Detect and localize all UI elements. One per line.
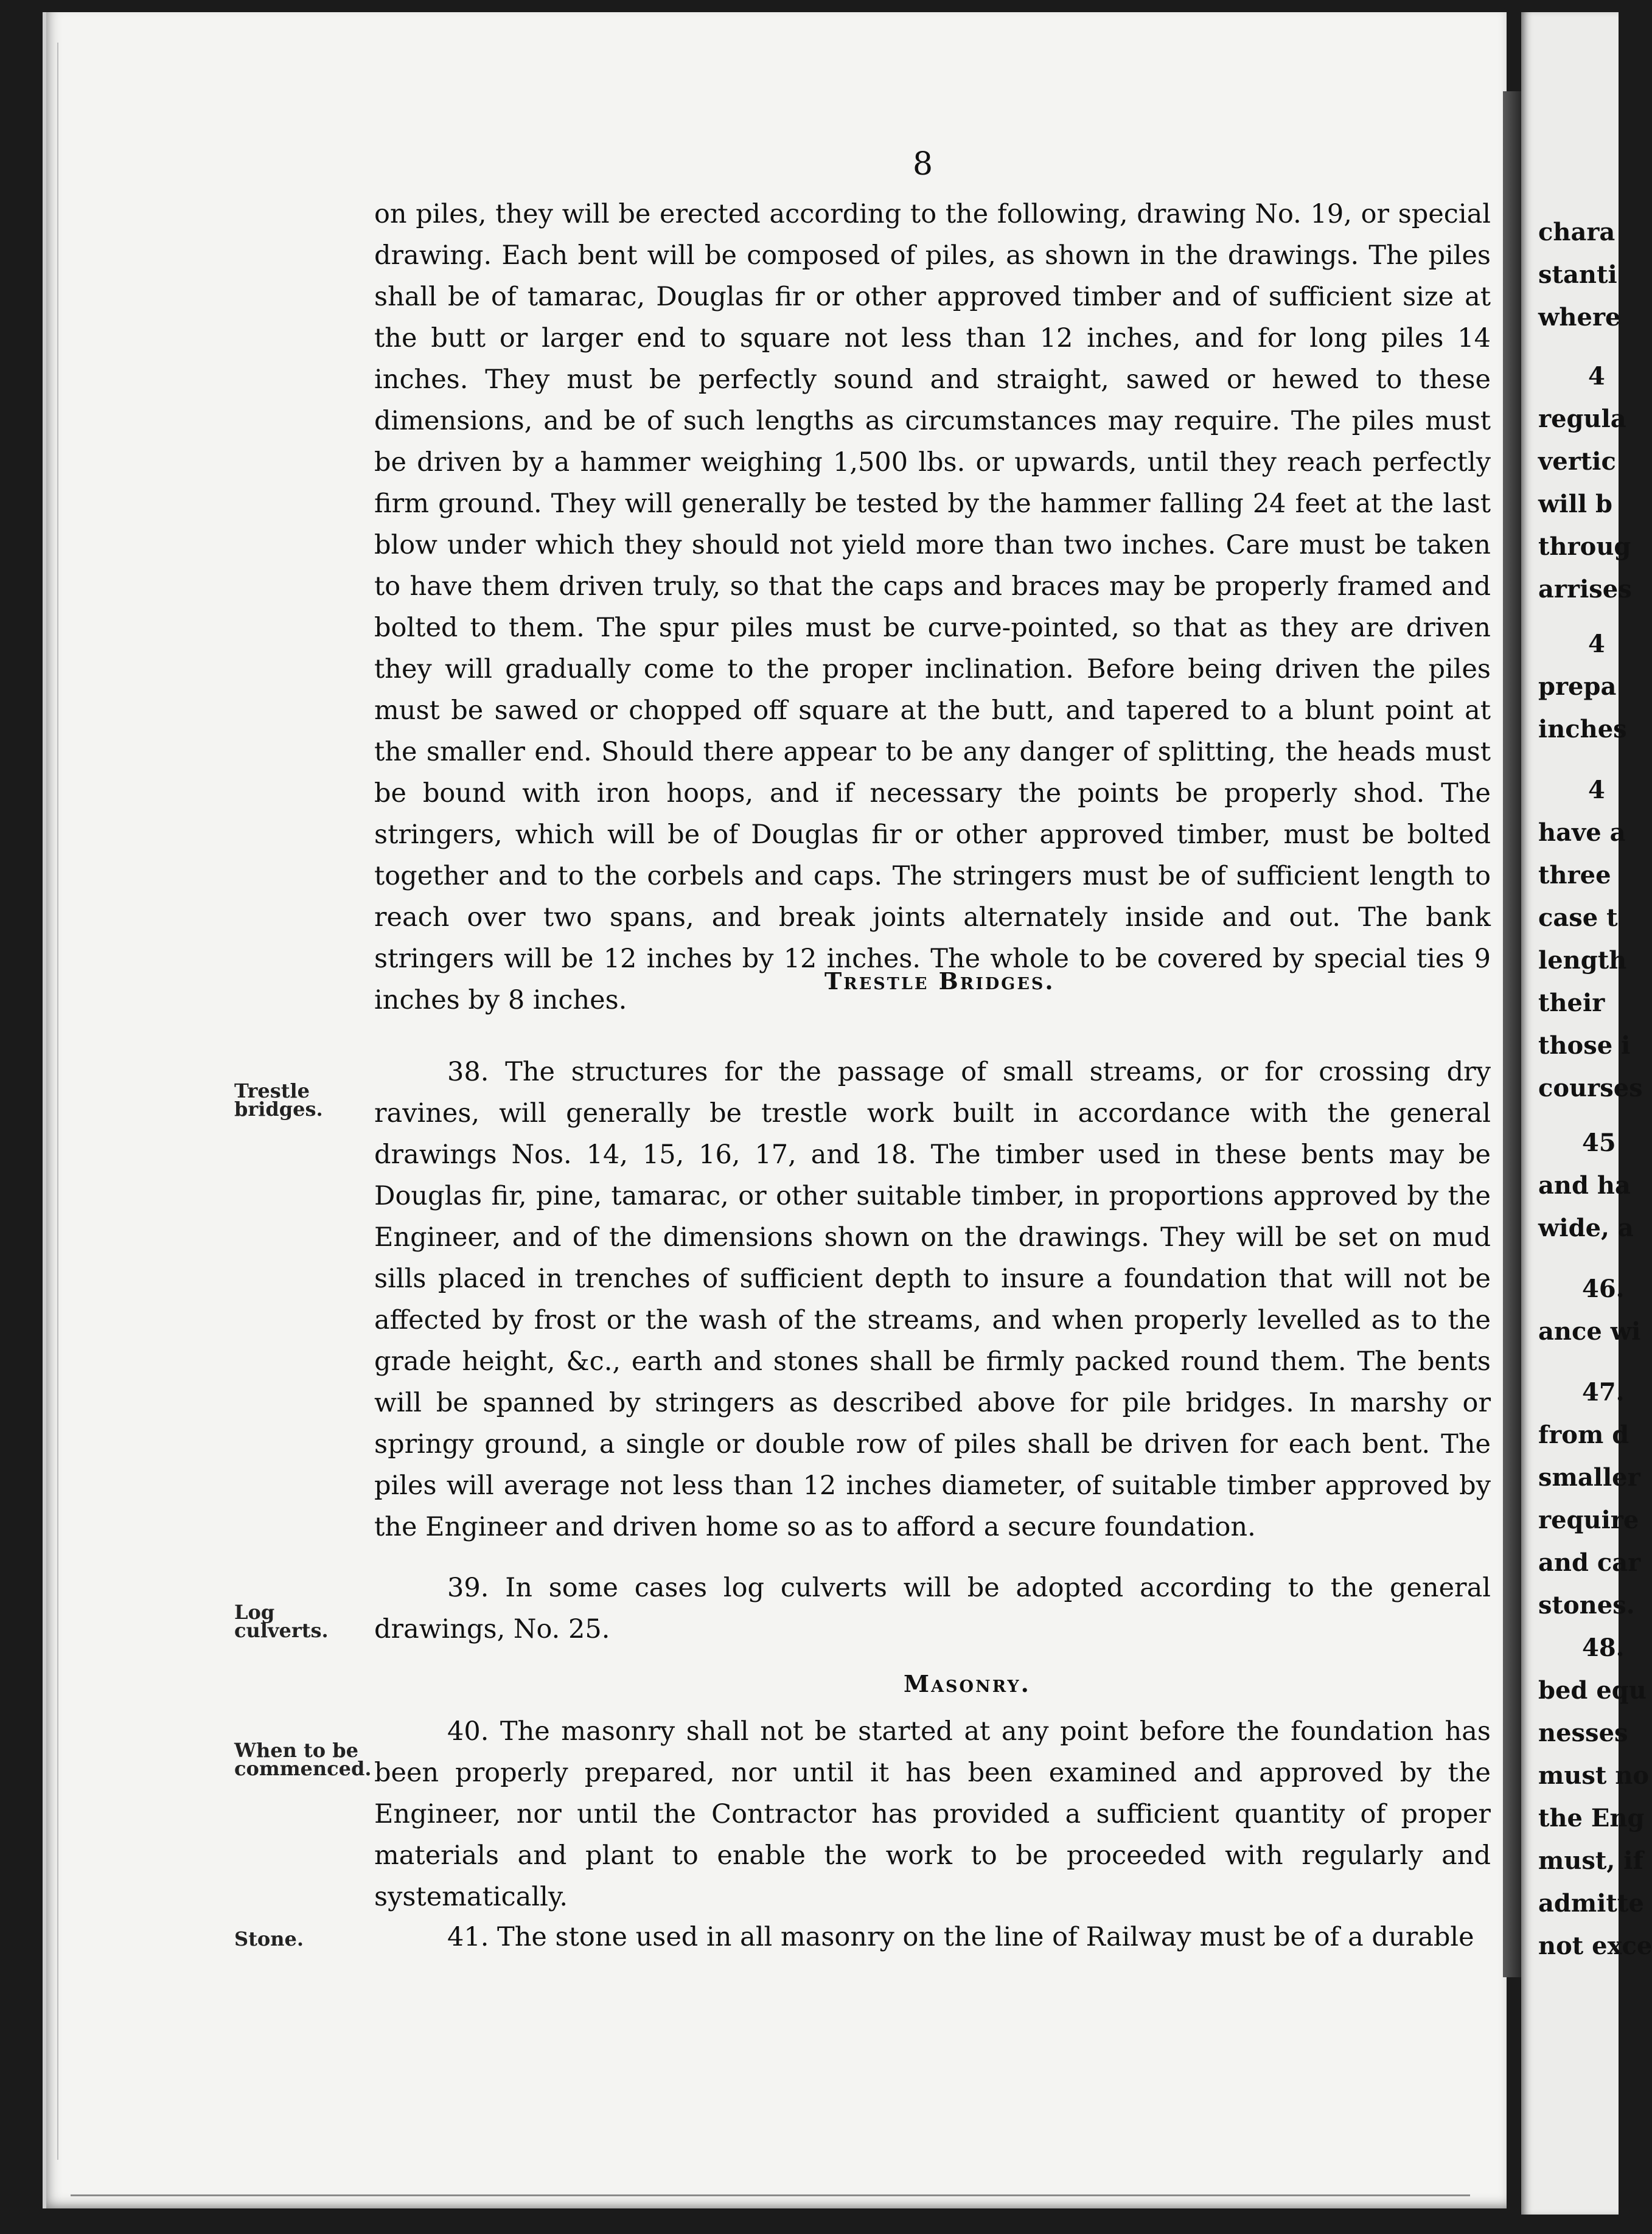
next-page-fragment: courses (1538, 1074, 1643, 1102)
paragraph-piles: on piles, they will be erected according to the following, drawing No. 19, or special drawing. Each bent will be composed of piles, as shown in the drawings. The piles shall be of tamarac, Douglas fir or other approved timber and of sufficient size at the butt or larger end to square not less than 12 inches, and for long piles 14 inches. They must be perfectly sound and straight, sawed or hewed to these dimensions, and be of such lengths as circumstances may require. The piles must be driven by a hammer weighing 1,500 lbs. or upwards, until they reach perfectly firm ground. They will generally be tested by the hammer falling 24 feet at the last blow under which they should not yield more than two inches. Care must be taken to have them driven truly, so that the caps and braces may be properly framed and bolted to them. The spur piles must be curve-pointed, so that as they are driven they will gradually come to the proper inclination. Before being driven the piles must be sawed or chopped off square at the butt, and tapered to a blunt point at the smaller end. Should there appear to be any danger of splitting, the heads must be bound with iron hoops, and if necessary the points be properly shod. The stringers, which will be of Douglas fir or other approved timber, must be bolted together and to the corbels and caps. The stringers must be of sufficient length to reach over two spans, and break joints alternately inside and out. The bank stringers will be 12 inches by 12 inches. The whole to be covered by special ties 9 inches by 8 inches. (374, 199, 1491, 1015)
next-page-fragment: 46. (1582, 1275, 1625, 1303)
page-number: 8 (913, 146, 933, 183)
paragraph-39: 39. In some cases log culverts will be adopted according to the general drawings, No. 25. (374, 1573, 1491, 1644)
next-page-fragment: length (1538, 946, 1627, 975)
next-page-fragment: 4 (1588, 362, 1605, 391)
next-page-fragment: vertic (1538, 447, 1616, 476)
next-page-fragment: their (1538, 989, 1605, 1017)
next-page-fragment: those i (1538, 1031, 1631, 1060)
heading-masonry: Masonry. (904, 1670, 1031, 1697)
adjacent-page-edge (1521, 12, 1652, 2215)
next-page-fragment: must, if (1538, 1846, 1643, 1875)
next-page-fragment: bed equ (1538, 1676, 1647, 1705)
paragraph-41: 41. The stone used in all masonry on the line of Railway must be of a durable (447, 1922, 1474, 1952)
page-bottom-edge (71, 2194, 1470, 2196)
heading-trestle-bridges: Trestle Bridges. (824, 967, 1055, 995)
next-page-fragment: will b (1538, 490, 1612, 518)
next-page-fragment: inches (1538, 715, 1627, 743)
next-page-fragment: regula (1538, 405, 1626, 433)
next-page-fragment: chara (1538, 218, 1615, 246)
next-page-fragment: the Eng (1538, 1804, 1645, 1832)
margin-note-log-culverts: Log culverts. (234, 1601, 329, 1642)
next-page-fragment: from d (1538, 1421, 1629, 1449)
next-page-fragment: three (1538, 861, 1611, 889)
next-page-fragment: 45 (1582, 1129, 1616, 1157)
paragraph-38: 38. The structures for the passage of small streams, or for crossing dry ravines, will generally be trestle work built in accordance with the general drawings Nos. 14, 15, 16, 17, and 18. The timber used in these bents may be Douglas fir, pine, tamarac, or other suitable timber, in proportions approved by the Engineer, and of the dimensions shown on the drawings. They will be set on mud sills placed in trenches of sufficient depth to insure a foundation that will not be affected by frost or the wash of the streams, and when properly levelled as to the grade height, &c., earth and stones shall be firmly packed round them. The bents will be spanned by stringers as described above for pile bridges. In marshy or springy ground, a single or double row of piles shall be driven for each bent. The piles will average not less than 12 inches diameter, of suitable timber approved by the Engineer and driven home so as to afford a secure foundation. (374, 1057, 1491, 1542)
next-page-fragment: stanti (1538, 260, 1617, 289)
next-page-fragment: arrises (1538, 575, 1632, 604)
next-page-fragment: 48. (1582, 1634, 1625, 1662)
next-page-fragment: not exce (1538, 1932, 1652, 1960)
next-page-fragment: throug (1538, 532, 1631, 561)
next-page-fragment: stones. (1538, 1591, 1635, 1620)
next-page-fragment: ance wi (1538, 1317, 1641, 1346)
next-page-fragment: have a (1538, 818, 1626, 847)
next-page-fragment: nesses (1538, 1719, 1628, 1747)
next-page-fragment: 47. (1582, 1378, 1625, 1407)
next-page-fragment: must no (1538, 1761, 1650, 1790)
next-page-fragment: and ha (1538, 1171, 1631, 1200)
next-page-fragment: where (1538, 303, 1621, 332)
next-page-fragment: require (1538, 1506, 1639, 1534)
next-page-fragment: wide, a (1538, 1214, 1634, 1242)
binding-shadow (1503, 91, 1524, 1977)
next-page-fragment: smaller (1538, 1463, 1640, 1492)
next-page-fragment: 4 (1588, 776, 1605, 804)
next-page-fragment: and car (1538, 1548, 1641, 1577)
margin-note-when-commenced: When to be commenced. (234, 1739, 372, 1780)
next-page-fragment: admitte (1538, 1889, 1644, 1918)
page-fold-line (57, 43, 58, 2160)
margin-note-trestle: Trestle bridges. (234, 1079, 323, 1121)
next-page-fragment: 4 (1588, 630, 1605, 658)
next-page-fragment: prepa (1538, 672, 1617, 701)
paragraph-40: 40. The masonry shall not be started at any point before the foundation has been properly prepared, nor until it has been examined and approved by the Engineer, nor until the Contractor has provided a sufficient quantity of proper materials and plant to enable the work to be proceeded with regularly and systematically. (374, 1716, 1491, 1912)
next-page-fragment: case t (1538, 903, 1618, 932)
margin-note-stone: Stone. (234, 1927, 304, 1950)
